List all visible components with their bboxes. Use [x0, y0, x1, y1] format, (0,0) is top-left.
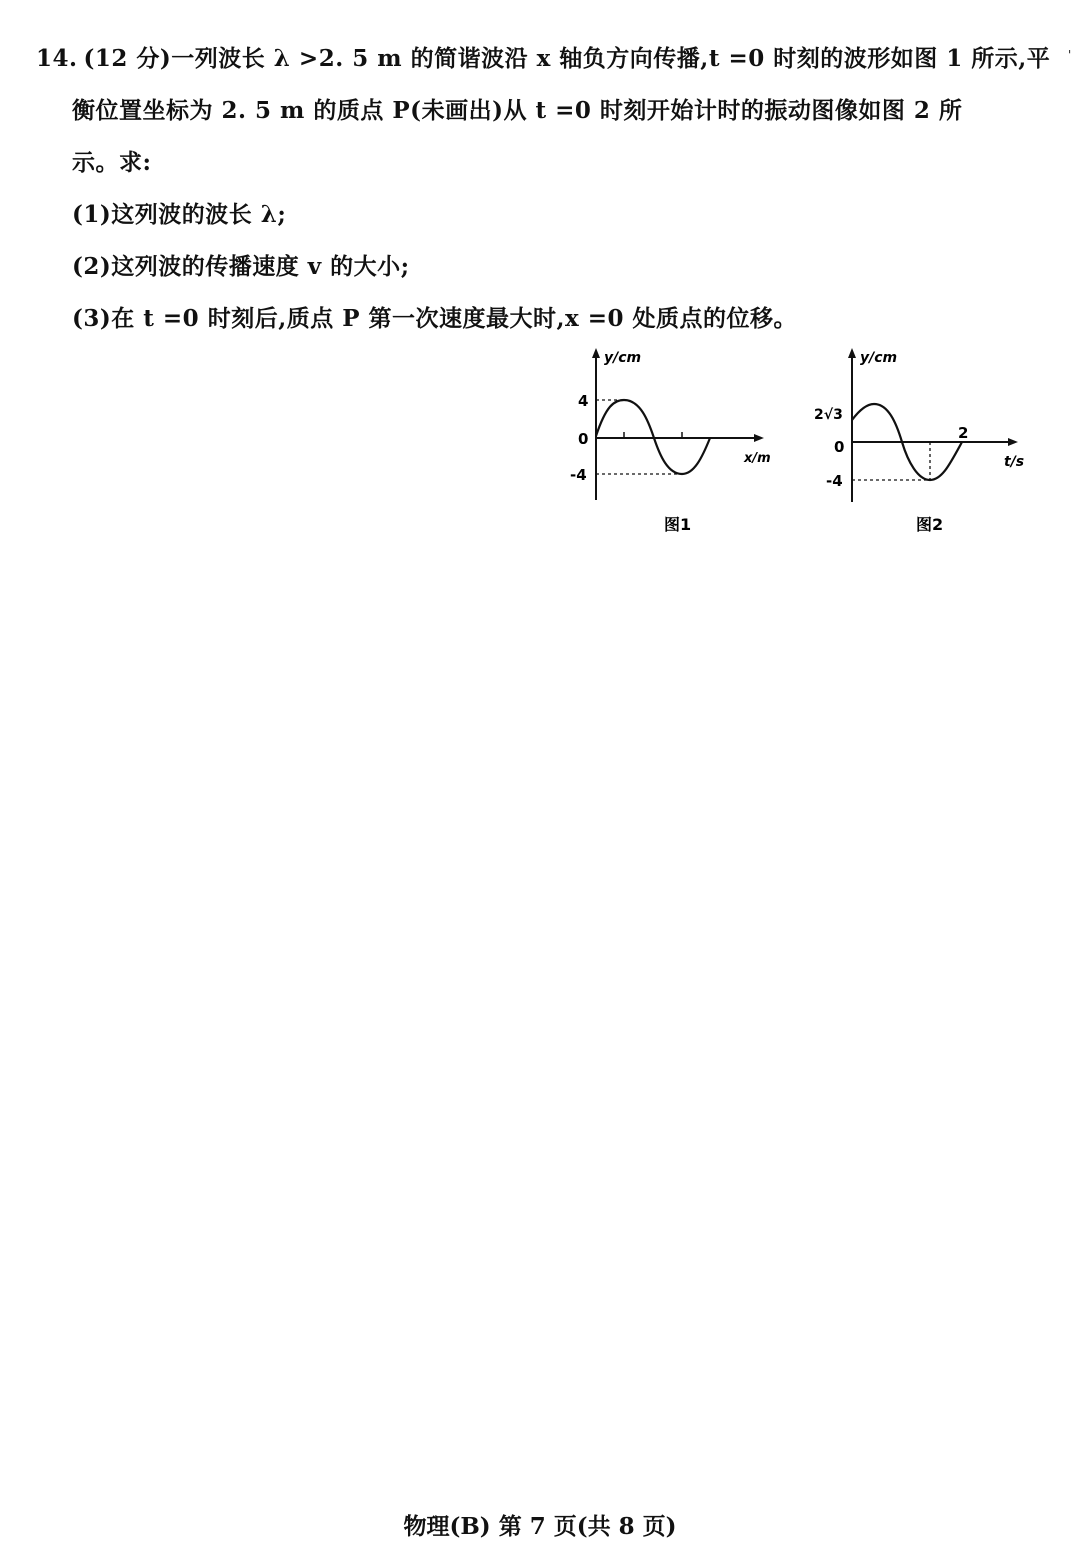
edge-mark: '	[1068, 48, 1072, 62]
figure-2-graph	[808, 340, 1038, 540]
fig1-x-arrow-icon	[754, 434, 764, 442]
page-footer: 物理(B) 第 7 页(共 8 页)	[403, 1513, 677, 1540]
fig2-tick-zero: 0	[834, 438, 845, 456]
question-line-1	[36, 40, 1050, 73]
question-part-1: (1)这列波的波长 λ;	[72, 201, 287, 228]
fig1-caption: 图1	[664, 515, 692, 534]
fig2-x-mark: 2	[958, 424, 969, 442]
question-part-2: (2)这列波的传播速度 v 的大小;	[72, 253, 410, 280]
question-text-line-1: (12 分)一列波长 λ >2. 5 m 的简谐波沿 x 轴负方向传播,t =0 时刻的波形如图 1 所示,平	[83, 45, 1051, 72]
figure-2	[808, 340, 1038, 544]
fig1-tick-top: 4	[578, 392, 589, 410]
fig2-y-arrow-icon	[848, 348, 856, 358]
question-part-3: (3)在 t =0 时刻后,质点 P 第一次速度最大时,x =0 处质点的位移。	[72, 305, 798, 332]
question-number: 14.	[36, 45, 78, 72]
fig2-x-arrow-icon	[1008, 438, 1018, 446]
fig1-tick-zero: 0	[578, 430, 589, 448]
fig1-y-arrow-icon	[592, 348, 600, 358]
fig2-tick-top: 2√3	[814, 407, 843, 423]
fig2-tick-bottom: -4	[826, 472, 843, 490]
question-line-3: 示。求:	[72, 149, 152, 176]
fig1-tick-bottom: -4	[570, 466, 587, 484]
fig1-x-label: x/m	[744, 451, 771, 466]
fig2-x-label: t/s	[1004, 454, 1025, 470]
question-line-2: 衡位置坐标为 2. 5 m 的质点 P(未画出)从 t =0 时刻开始计时的振动图像如图 2 所	[72, 97, 963, 124]
figure-1-graph	[560, 340, 780, 540]
fig2-caption: 图2	[916, 515, 944, 534]
fig2-y-label: y/cm	[860, 350, 898, 366]
figure-1	[560, 340, 780, 544]
fig1-y-label: y/cm	[604, 350, 642, 366]
